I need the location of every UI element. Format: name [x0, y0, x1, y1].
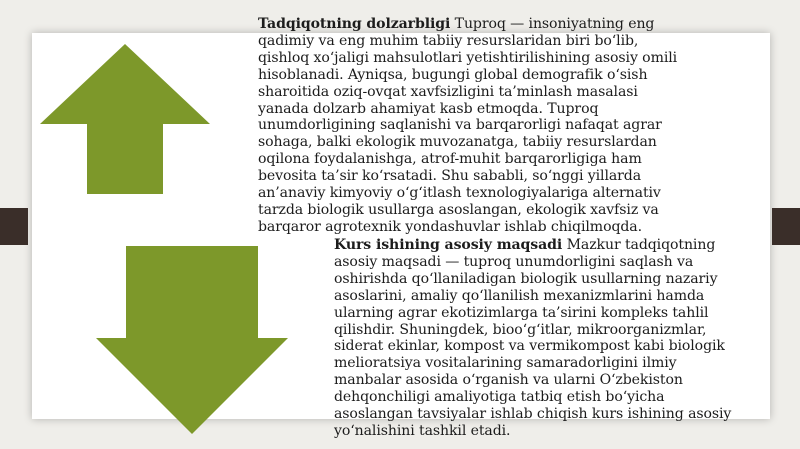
left-accent-bar [0, 208, 28, 245]
goal-text: Mazkur tadqiqotning asosiy maqsadi — tuproq unumdorligini saqlash va oshirishda qo‘llaniladigan biologik usullarning nazariy asoslarini, amaliy qo‘llanilish mexanizmlarini hamda ularning agrar ekotizimlarga ta’sirini kompleks tahlil qilishdir. Shuningdek, bioo‘g‘itlar, mikroorganizmlar, siderat ekinlar, kompost va vermikompost kabi biologik melioratsiya vositalarining samaradorligini ilmiy manbalar asosida o‘rganish va ularni O‘zbekiston dehqonchiligi amaliyotiga tatbiq etish bo‘yicha asoslangan tavsiyalar ishlab chiqish kurs ishining asosiy yo‘nalishini tashkil etadi. [334, 237, 732, 439]
arrow-down-icon [96, 246, 288, 434]
goal-heading: Kurs ishining asosiy maqsadi [334, 237, 563, 253]
relevance-heading: Tadqiqotning dolzarbligi [258, 16, 451, 32]
relevance-paragraph [258, 16, 678, 236]
right-accent-bar [772, 208, 800, 245]
goal-paragraph [334, 237, 744, 440]
relevance-text: Tuproq — insoniyatning eng qadimiy va eng muhim tabiiy resurslaridan biri bo‘lib, qishloq xo‘jaligi mahsulotlari yetishtirilishining asosiy omili hisoblanadi. Ayniqsa, bugungi global demografik o‘sish sharoitida oziq-ovqat xavfsizligini ta’minlash masalasi yanada dolzarb ahamiyat kasb etmoqda. Tuproq unumdorligining saqlanishi va barqarorligi nafaqat agrar sohaga, balki ekologik muvozanatga, tabiiy resurslardan oqilona foydalanishga, atrof-muhit barqarorligiga ham bevosita ta’sir ko‘rsatadi. Shu sababli, so‘nggi yillarda an’anaviy kimyoviy o‘g‘itlash texnologiyalariga alternativ tarzda biologik usullarga asoslangan, ekologik xavfsiz va barqaror agrotexnik yondashuvlar ishlab chiqilmoqda. [258, 16, 678, 235]
arrow-up-icon [40, 44, 210, 194]
